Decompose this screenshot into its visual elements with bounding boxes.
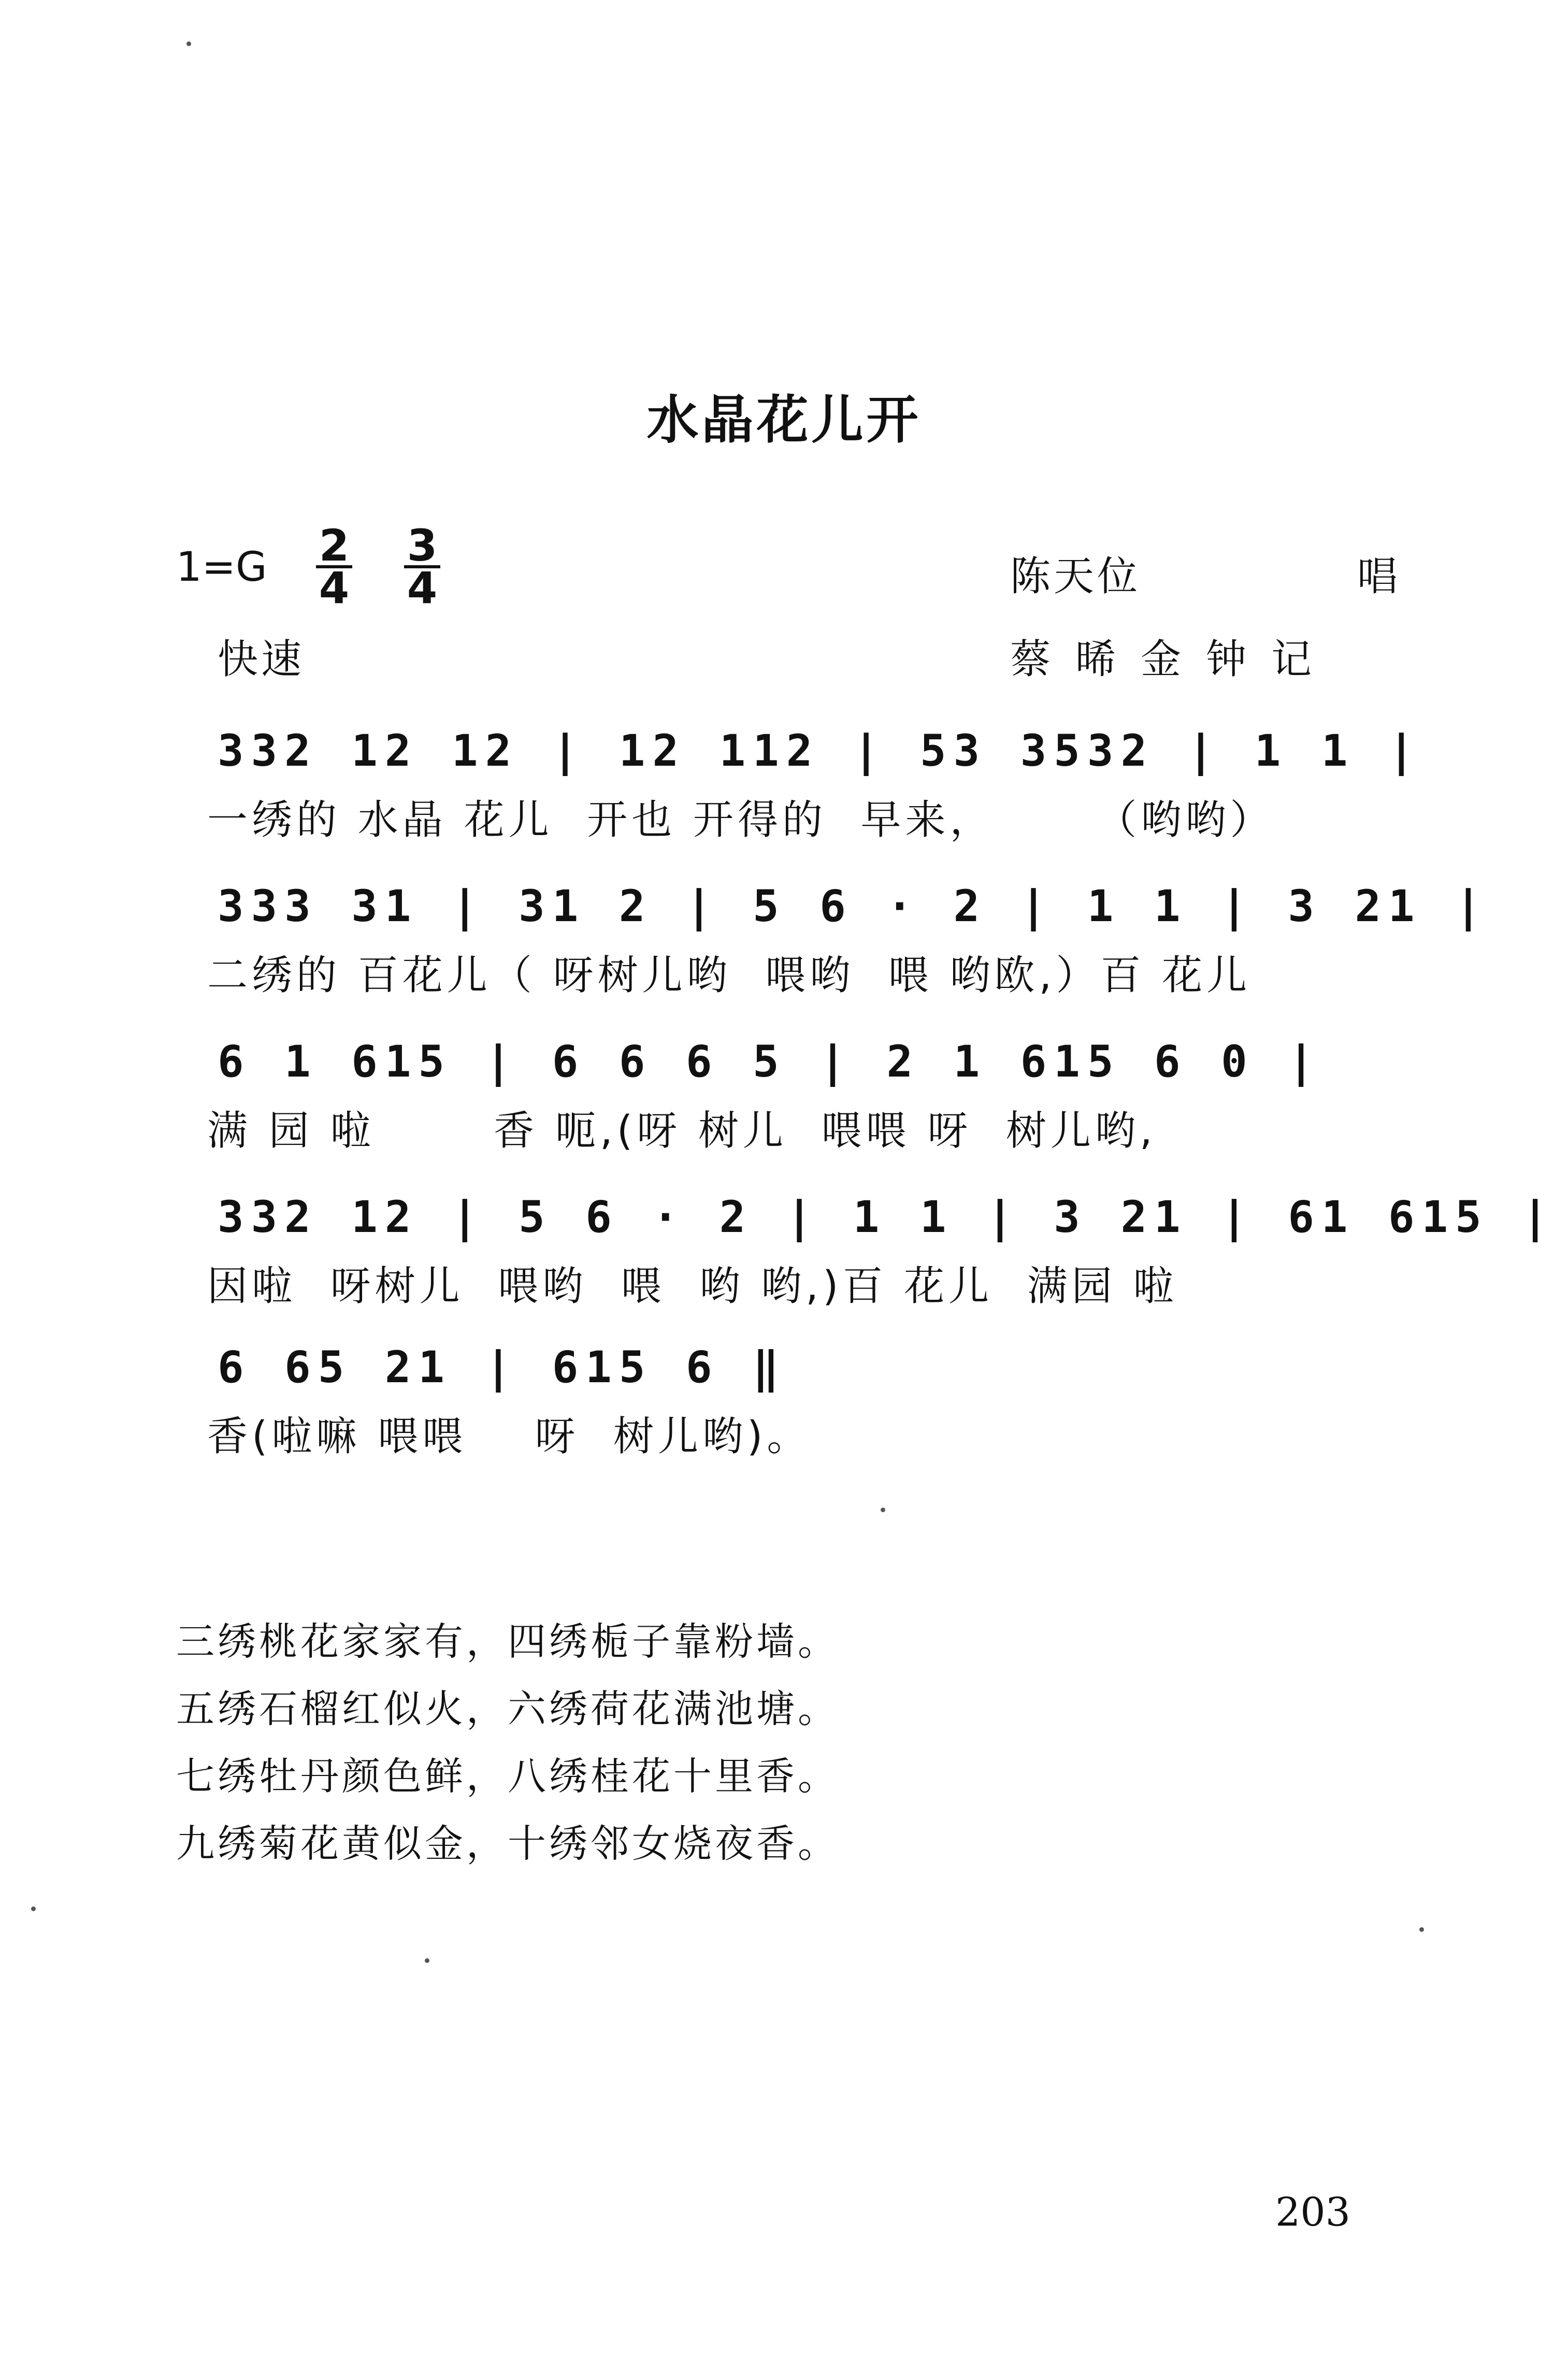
score-lyrics-line-5: 香(啦嘛 喂喂 呀 树儿哟)。	[207, 1413, 812, 1460]
score-lyrics-line-2: 二绣的 百花儿（ 呀树儿哟 喂哟 喂 哟欧,）百 花儿	[207, 952, 1251, 999]
singer-name: 陈天位	[1010, 553, 1141, 600]
score-notes-line-5: 6 65 21 | 615 6 ‖	[218, 1342, 786, 1393]
recorders-credit: 蔡晞金钟记	[1010, 636, 1337, 683]
score-lyrics-line-3: 满 园 啦 香 呃,(呀 树儿 喂喂 呀 树儿哟,	[207, 1108, 1157, 1154]
page-number: 203	[1275, 2189, 1350, 2235]
score-lyrics-line-1: 一绣的 水晶 花儿 开也 开得的 早来， （哟哟）	[207, 797, 1275, 843]
time-signature-1: 2 4	[316, 526, 352, 608]
key-signature: 1=G	[176, 544, 267, 591]
scan-speck	[31, 1906, 36, 1911]
scan-speck	[1419, 1927, 1424, 1932]
singer-role: 唱	[1357, 553, 1398, 600]
time-signature-2: 3 4	[404, 526, 440, 608]
tempo-marking: 快速	[218, 636, 305, 683]
song-title: 水晶花儿开	[646, 390, 922, 450]
score-notes-line-1: 332 12 12 | 12 112 | 53 3532 | 1 1 |	[218, 725, 1422, 776]
score-notes-line-2: 333 31 | 31 2 | 5 6 · 2 | 1 1 | 3 21 |	[218, 881, 1489, 931]
score-lyrics-line-4: 因啦 呀树儿 喂哟 喂 哟 哟,)百 花儿 满园 啦	[207, 1263, 1178, 1310]
score-notes-line-4: 332 12 | 5 6 · 2 | 1 1 | 3 21 | 61 615 |	[218, 1192, 1556, 1242]
score-notes-line-3: 6 1 615 | 6 6 6 5 | 2 1 615 6 0 |	[218, 1036, 1321, 1087]
verse-line-3: 七绣牡丹颜色鲜，八绣桂花十里香。	[176, 1754, 839, 1799]
verse-line-2: 五绣石榴红似火，六绣荷花满池塘。	[176, 1687, 839, 1731]
verse-line-1: 三绣桃花家家有，四绣栀子靠粉墙。	[176, 1619, 839, 1664]
verse-line-4: 九绣菊花黄似金，十绣邻女烧夜香。	[176, 1822, 839, 1866]
scan-speck	[881, 1508, 885, 1512]
scan-speck	[425, 1958, 429, 1963]
scan-speck	[186, 41, 191, 46]
